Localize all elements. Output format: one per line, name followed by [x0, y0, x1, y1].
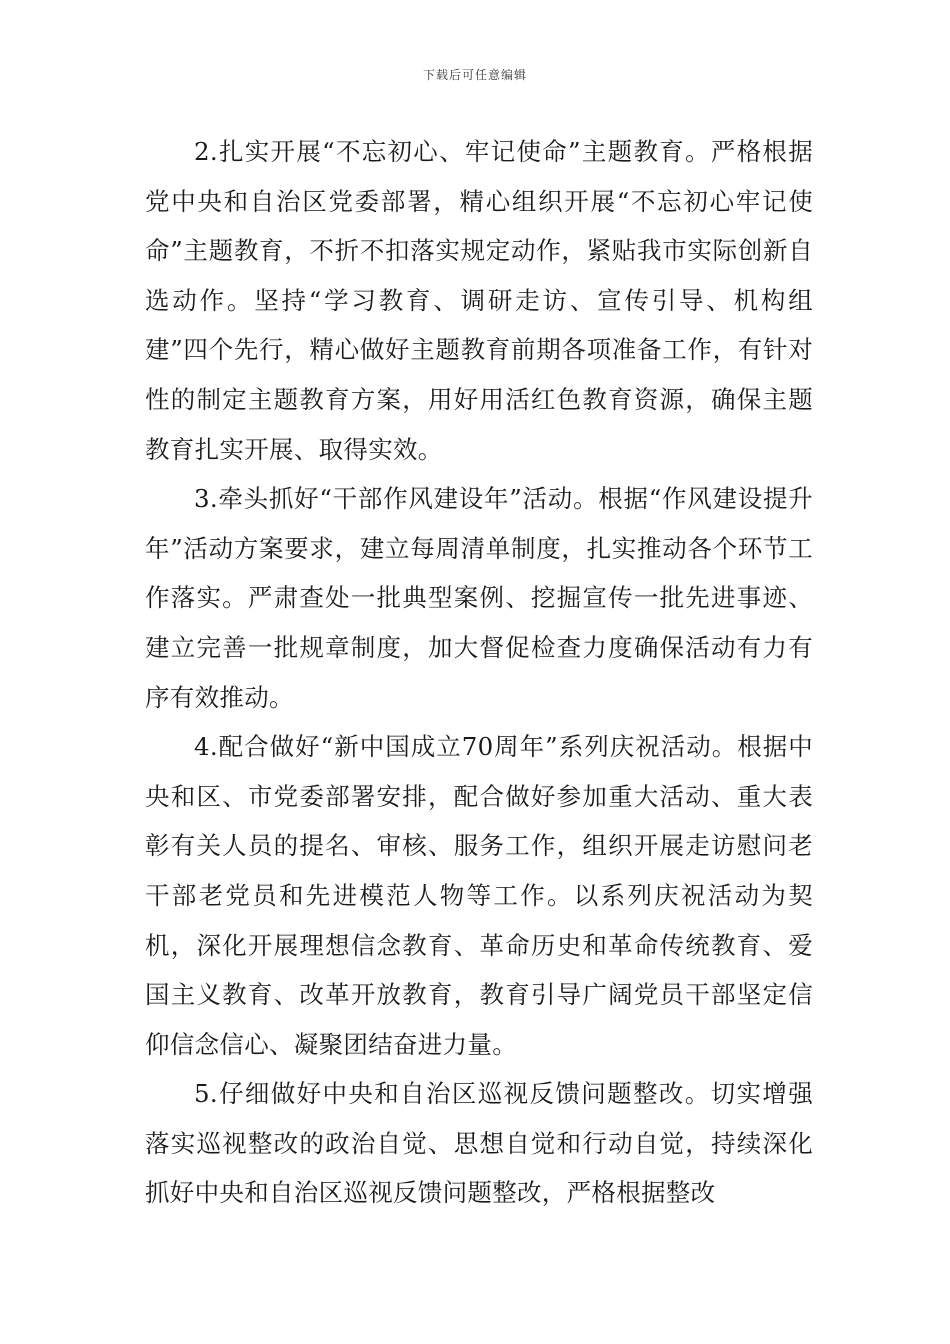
document-body — [145, 127, 813, 1218]
paragraph-item-3: 3.牵头抓好“干部作风建设年”活动。根据“作风建设提升年”活动方案要求，建立每周清单制度，扎实推动各个环节工作落实。严肃查处一批典型案例、挖掘宣传一批先进事迹、建立完善一批规章制度，加大督促检查力度确保活动有力有序有效推动。 — [145, 484, 813, 712]
paragraph-item-4: 4.配合做好“新中国成立70周年”系列庆祝活动。根据中央和区、市党委部署安排，配合做好参加重大活动、重大表彰有关人员的提名、审核、服务工作，组织开展走访慰问老干部老党员和先进模范人物等工作。以系列庆祝活动为契机，深化开展理想信念教育、革命历史和革命传统教育、爱国主义教育、改革开放教育，教育引导广阔党员干部坚定信仰信念信心、凝聚团结奋进力量。 — [145, 732, 813, 1059]
paragraph-item-5: 5.仔细做好中央和自治区巡视反馈问题整改。切实增强落实巡视整改的政治自觉、思想自觉和行动自觉，持续深化抓好中央和自治区巡视反馈问题整改，严格根据整改 — [145, 1079, 813, 1208]
page-header-note: 下载后可任意编辑 — [422, 68, 527, 82]
paragraph-item-2: 2.扎实开展“不忘初心、牢记使命”主题教育。严格根据党中央和自治区党委部署，精心组织开展“不忘初心牢记使命”主题教育，不折不扣落实规定动作，紧贴我市实际创新自选动作。坚持“学习教育、调研走访、宣传引导、机构组建”四个先行，精心做好主题教育前期各项准备工作，有针对性的制定主题教育方案，用好用活红色教育资源，确保主题教育扎实开展、取得实效。 — [145, 137, 813, 464]
